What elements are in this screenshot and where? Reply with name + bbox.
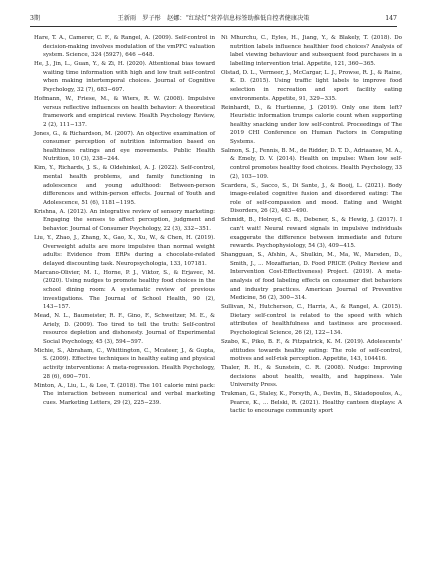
issue-number: 3期: [30, 15, 41, 22]
reference-entry: Trukman, G., Staley, K., Forsyth, A., Devlin, B., Skiadopoulos, A., Pearce, K., ... Belski, R. (2021). Healthy canteen displays: A tactic to encourage community sport: [221, 391, 402, 415]
reference-entry: Ni Mhurchu, C., Eyles, H., Jiang, Y., & Blakely, T. (2018). Do nutrition labels influence healthier food choices? Analysis of label viewing behaviour and subsequent food purchases in a labelling intervention trial. Appetite, 121, 360−365.: [221, 35, 402, 67]
reference-entry: Olstad, D. L., Vermeer, J., McCargar, L. J., Prowse, R. J., & Raine, K. D. (2015). Using traffic light labels to improve food selection in recreation and sport facility eating environments. Appetite, 91, 329−335.: [221, 69, 402, 102]
reference-entry: Michie, S., Abraham, C., Whittington, C., Mcateer, J., & Gupta, S. (2009). Effective techniques in healthy eating and physical activity interventions: A meta-regression. Health Psychology, 28 (6), 690−701.: [34, 347, 215, 380]
reference-entry: Sullivan, N., Hutcherson, C., Harris, A., & Rangel, A. (2015). Dietary self-control is related to the speed with which attributes of healthfulness and tastiness are processed. Psychological Science, 26 (2), 122−134.: [221, 304, 402, 336]
reference-entry: Marcano-Olivier, M. I., Horne, P. J., Viktor, S., & Erjavec, M. (2020). Using nudges to promote healthy food choices in the school dining room: A systematic review of previous investigations. The Journal of School Health, 90 (2), 143−157.: [34, 269, 215, 311]
reference-entry: Kim, Y., Richards, J. S., & Oldehinkel, A. J. (2022). Self-control, mental health problems, and family functioning in adolescence and young adulthood: Between-person differences and within-person effects. Journal of Youth and Adolescence, 51 (6), 1181−1195.: [34, 165, 215, 206]
reference-entry: Hofmann, W., Friese, M., & Wiers, R. W. (2008). Impulsive versus reflective influences on health behavior: A theoretical framework and empirical review. Health Psychology Review, 2 (2), 111−137.: [34, 95, 215, 128]
reference-entry: Scardera, S., Sacco, S., Di Sante, J., & Booij, L. (2021). Body image-related cognitive fusion and disordered eating: The role of self-compassion and mood. Eating and Weight Disorders, 26 (2), 483−490.: [221, 182, 402, 215]
reference-entry: Szabo, K., Piko, B. F., & Fitzpatrick, K. M. (2019). Adolescents' attitudes towards healthy eating: The role of self-control, motives and self-risk perception. Appetite, 143, 104416.: [221, 338, 402, 363]
reference-entry: Thaler, R. H., & Sunstein, C. R. (2008). Nudge: Improving decisions about health, wealth, and happiness. Yale University Press.: [221, 365, 402, 389]
running-title: 王新雨 罗子彤 赵娜：“红绿灯”营养信息标签助推低自控者健康决策: [117, 15, 310, 22]
reference-entry: Reinhardt, D., & Hurtienne, J. (2019). Only one item left? Heuristic information trumps calorie count when supporting healthy snacking under low self-control. Proceedings of The 2019 CHI Conference on Human Factors in Computing Systems.: [221, 104, 402, 145]
reference-entry: Hare, T. A., Camerer, C. F., & Rangel, A. (2009). Self-control in decision-making involves modulation of the vmPFC valuation system. Science, 324 (5927), 646 −648.: [34, 35, 215, 59]
reference-entry: Mead, N. L., Baumeister, R. F., Gino, F., Schweitzer, M. E., & Ariely, D. (2009). Too tired to tell the truth: Self-control resource depletion and dishonesty. Journal of Experimental Social Psychology, 45 (3), 594−597.: [34, 313, 215, 345]
reference-entry: Liu, Y., Zhao, J., Zhang, X., Gao, X., Xu, W., & Chen, H. (2019). Overweight adults are more impulsive than normal weight adults: Evidence from ERPs during a chocolate-related delayed discounting task. Neuropsychologia, 133, 107181.: [34, 235, 215, 267]
reference-entry: Salmon, S. J., Fennis, B. M., de Ridder, D. T. D., Adriaanse, M. A., & Emely, D. V. (2014). Health on impulse: When low self-control promotes healthy food choices. Health Psychology, 33 (2), 103−109.: [221, 147, 402, 180]
reference-entry: Jones, G., & Richardson, M. (2007). An objective examination of consumer perception of nutrition information based on healthiness ratings and eye movements. Public Health Nutrition, 10 (3), 238−244.: [34, 130, 215, 163]
page-number: 147: [385, 15, 397, 22]
references-column-left: [34, 34, 215, 408]
reference-entry: Minton, A., Liu, L., & Lee, T. (2018). The 101 calorie mini pack: The interaction between numerical and verbal marketing cues. Marketing Letters, 29 (2), 225−239.: [34, 382, 215, 406]
reference-entry: Krishna, A. (2012). An integrative review of sensory marketing: Engaging the senses to affect perception, judgment and behavior. Journal of Consumer Psychology, 22 (3), 332−351.: [34, 208, 215, 233]
references-column-right: [221, 34, 402, 416]
reference-entry: Shangguan, S., Afshin, A., Shulkin, M., Ma, W., Marsden, D., Smith, J., ... Mozaffarian, D. Food PRICE (Policy Review and Intervention Cost-Effectiveness) Project. (2019). A meta-analysis of food labeling effects on consumer diet behaviors and industry practices. American Journal of Preventive Medicine, 56 (2), 300−314.: [221, 252, 402, 302]
reference-entry: Schmidt, B., Holroyd, C. B., Debener, S., & Hewig, J. (2017). I can't wait! Neural reward signals in impulsive individuals exaggerate the difference between immediate and future rewards. Psychophysiology, 54 (3), 409−415.: [221, 217, 402, 250]
reference-entry: He, J., Jin, L., Guan, Y., & Zi, H. (2020). Attentional bias toward waiting time information with high and low trait self-control when making intertemporal choices. Journal of Cognitive Psychology, 32 (7), 683−697.: [34, 61, 215, 93]
running-header: [30, 12, 397, 27]
